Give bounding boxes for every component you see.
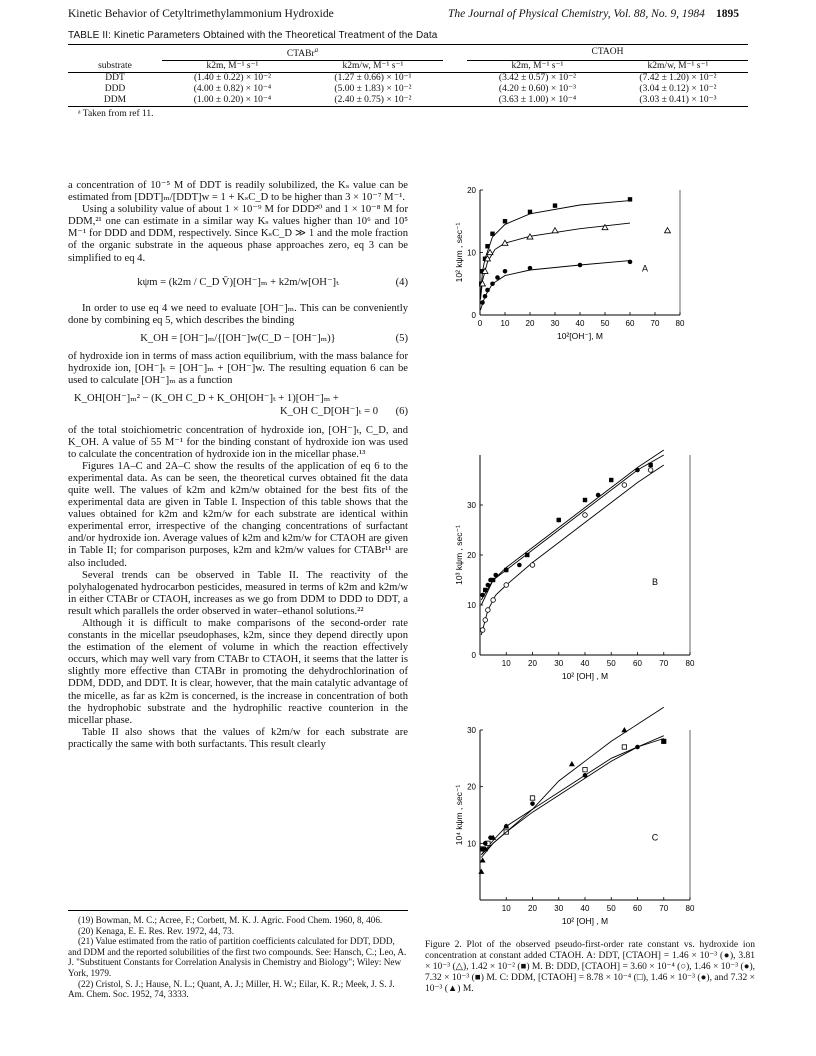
data-point xyxy=(557,518,561,522)
x-tick-label: 30 xyxy=(554,659,564,668)
data-point xyxy=(622,745,626,749)
data-point xyxy=(504,583,509,588)
x-tick-label: 10 xyxy=(501,659,511,668)
data-point xyxy=(530,563,535,568)
data-point xyxy=(553,203,557,207)
data-point xyxy=(491,598,496,603)
data-point xyxy=(528,210,532,214)
data-point xyxy=(622,483,627,488)
y-axis-label: 10² kψm , sec⁻¹ xyxy=(454,222,464,283)
y-tick-label: 10 xyxy=(467,248,476,258)
x-tick-label: 50 xyxy=(606,659,616,668)
data-point xyxy=(517,563,522,568)
header-k2mw: k2m/w, M⁻¹ s⁻¹ xyxy=(608,61,748,73)
data-point xyxy=(583,767,587,771)
data-point xyxy=(583,513,588,518)
data-point xyxy=(525,553,529,557)
x-tick-label: 40 xyxy=(575,319,585,328)
reference: (20) Kenaga, E. E. Res. Rev. 1972, 44, 73. xyxy=(78,925,235,936)
x-tick-label: 80 xyxy=(685,659,695,668)
data-point xyxy=(490,232,494,236)
x-tick-label: 70 xyxy=(659,659,669,668)
y-tick-label: 0 xyxy=(471,651,476,660)
x-tick-label: 20 xyxy=(528,659,537,668)
x-tick-label: 10 xyxy=(500,319,510,328)
paragraph: of the total stoichiometric concentration of hydroxide ion, [OH⁻]ₜ, C_D, and K_OH. A value of 55 M⁻¹ for the binding constant of hydroxide ion was used to calculate the concentration of hydroxide ion in the micellar phase.¹³ xyxy=(68,424,408,460)
data-point xyxy=(583,773,588,778)
references xyxy=(68,910,408,1000)
x-tick-label: 30 xyxy=(554,904,564,913)
x-tick-label: 50 xyxy=(606,904,616,913)
y-tick-label: 20 xyxy=(467,186,476,195)
figure-2 xyxy=(420,180,760,935)
fit-curve xyxy=(481,450,664,600)
data-point xyxy=(628,260,633,265)
data-point xyxy=(635,745,640,750)
paragraph: Using a solubility value of about 1 × 10⁻⁹ M for DDD²⁰ and 1 × 10⁻⁸ M for DDM,²¹ one can estimate in a similar way Kₛ values higher than 10⁶ and 10⁵ M⁻¹ for DDD and DDM, respectively. Since KₛC_D ≫ 1 and the mole fraction of the organic substrate in the aqueous phase approaches zero, eq 3 can be simplified to eq 4. xyxy=(68,204,408,264)
header-k2mw: k2m/w, M⁻¹ s⁻¹ xyxy=(303,61,443,73)
paragraph: Several trends can be observed in Table II. The reactivity of the polyhalogenated hydrocarbon pesticides, measured in terms of k2m and k2m/w in either CTABr or CTAOH, increases as we go from DDM to DDD to DDT, a result which parallels the order observed in water–ethanol solutions.²² xyxy=(68,569,408,617)
data-point xyxy=(661,739,666,744)
y-tick-label: 30 xyxy=(467,726,476,735)
x-tick-label: 60 xyxy=(633,659,642,668)
group-ctabr: CTABr$^a$ xyxy=(162,45,443,61)
fit-curve xyxy=(481,739,664,858)
x-tick-label: 20 xyxy=(525,319,535,328)
fit-curve xyxy=(481,465,664,635)
equation-6-line1: K_OH[OH⁻]ₘ² − (K_OH C_D + K_OH[OH⁻]ₜ + 1)[OH⁻]ₘ + xyxy=(74,393,339,405)
table-row: DDM (1.00 ± 0.20) × 10⁻⁴ (2.40 ± 0.75) × 10⁻² (3.63 ± 1.00) × 10⁻⁴ (3.03 ± 0.41) × 10⁻³ xyxy=(68,95,748,107)
x-tick-label: 40 xyxy=(580,659,590,668)
page-number: 1895 xyxy=(716,8,739,20)
data-point xyxy=(483,841,488,846)
table-row: DDT (1.40 ± 0.22) × 10⁻² (1.27 ± 0.66) × 10⁻¹ (3.42 ± 0.57) × 10⁻² (7.42 ± 1.20) × 10⁻² xyxy=(105,73,717,84)
equation-4: kψm = (k2m / C_D V̄)[OH⁻]ₘ + k2m/w[OH⁻]ₜ (4) xyxy=(137,276,408,288)
x-tick-label: 0 xyxy=(477,319,483,328)
data-point xyxy=(648,463,652,467)
paragraph: Table II also shows that the values of k2m/w for each substrate are practically the same with both surfactants. This result clearly xyxy=(68,726,408,750)
fit-curve xyxy=(481,736,664,855)
x-tick-label: 70 xyxy=(659,904,669,913)
data-point xyxy=(486,608,491,613)
data-point xyxy=(491,578,495,582)
data-point xyxy=(485,244,489,248)
x-tick-label: 30 xyxy=(550,319,560,328)
paragraph: a concentration of 10⁻⁵ M of DDT is readily solubilized, the Kₛ value can be estimated from [DDT]ₘ/[DDT]w = 1 + KₛC_D to be higher than 3 × 10⁻⁷ M⁻¹. xyxy=(68,180,408,204)
header-k2m: k2m, M⁻¹ s⁻¹ xyxy=(467,61,608,73)
data-point xyxy=(621,727,627,732)
y-axis-label: 10⁴ kψm , sec⁻¹ xyxy=(454,784,464,846)
data-point xyxy=(483,618,488,623)
data-point xyxy=(490,281,495,286)
reference: (21) Value estimated from the ratio of partition coefficients calculated for DDT, DDD, and DDM and the reported solubilities of the first two compounds. See: Hansch, C.; Leo, A. J. "Substituent Constants for Correlation Analysis in Chemistry and Biology"; Wiley: New York, 1979. xyxy=(68,936,407,978)
paragraph: In order to use eq 4 we need to evaluate [OH⁻]ₘ. This can be conveniently done by combining eq 5, which describes the binding xyxy=(68,302,408,326)
data-point xyxy=(495,275,500,280)
data-point xyxy=(483,294,488,299)
data-point xyxy=(609,478,613,482)
fit-curve xyxy=(481,201,631,297)
data-point xyxy=(528,266,533,271)
y-tick-label: 10 xyxy=(467,601,476,610)
x-tick-label: 80 xyxy=(675,319,685,328)
panel-label: B xyxy=(651,577,659,587)
equation-5: K_OH = [OH⁻]ₘ/{[OH⁻]w(C_D − [OH⁻]ₘ)} (5) xyxy=(140,332,408,344)
kinetic-table xyxy=(68,44,748,120)
data-point xyxy=(503,269,508,274)
body-text xyxy=(68,180,408,751)
data-point xyxy=(583,498,587,502)
x-tick-label: 70 xyxy=(650,319,660,328)
y-tick-label: 10 xyxy=(467,839,476,849)
paragraph: of hydroxide ion in terms of mass action equilibrium, with the mass balance for hydroxide ion, [OH⁻]ₜ = [OH⁻]ₘ + [OH⁻]w. The resulting equation 6 can be used to calculate [OH⁻]ₘ as a function xyxy=(68,351,408,387)
x-tick-label: 20 xyxy=(528,904,537,913)
x-axis-label: 10²[OH⁻], M xyxy=(556,331,604,341)
fit-curve xyxy=(481,223,631,299)
data-point xyxy=(504,824,509,829)
reference: (22) Cristol, S. J.; Hause, N. L.; Quant, A. J.; Miller, H. W.; Eilar, K. R.; Meek, J. S. J. Am. Chem. Soc. 1952, 74, 3333. xyxy=(68,978,395,1000)
data-point xyxy=(552,228,558,233)
x-tick-label: 80 xyxy=(685,904,695,913)
data-point xyxy=(478,869,484,874)
data-point xyxy=(504,568,508,572)
data-point xyxy=(480,300,485,305)
reference: (19) Bowman, M. C.; Acree, F.; Corbett, M. K. J. Agric. Food Chem. 1960, 8, 406. xyxy=(78,915,383,925)
table-row: DDD (4.00 ± 0.82) × 10⁻⁴ (5.00 ± 1.83) × 10⁻² (4.20 ± 0.60) × 10⁻³ (3.04 ± 0.12) × 10⁻² xyxy=(104,84,717,95)
data-point xyxy=(665,228,671,233)
data-point xyxy=(493,573,498,578)
y-tick-label: 20 xyxy=(467,551,476,560)
figure-caption: Figure 2. Plot of the observed pseudo-first-order rate constant vs. hydroxide ion concentration at constant added CTAOH. A: DDT, [CTAOH] = 1.46 × 10⁻³ (●), 3.81 × 10⁻³ (△), 1.42 × 10⁻² (■) M. B: DDD, [CTAOH] = 3.60 × 10⁻⁴ (○), 1.46 × 10⁻³ (●), 7.32 × 10⁻³ (■) M. C: DDM, [CTAOH] = 8.78 × 10⁻⁴ (□), 1.46 × 10⁻³ (●), and 7.32 × 10⁻³ (▲) M. xyxy=(425,940,755,994)
data-point xyxy=(480,847,485,852)
x-tick-label: 10 xyxy=(501,904,511,913)
running-header-left: Kinetic Behavior of Cetyltrimethylammonium Hydroxide xyxy=(68,8,334,20)
x-axis-label: 10² [OH] , M xyxy=(561,671,609,681)
data-point xyxy=(480,628,485,633)
header-substrate: substrate xyxy=(98,60,132,71)
x-tick-label: 60 xyxy=(633,904,642,913)
data-point xyxy=(485,288,490,293)
data-point xyxy=(483,588,487,592)
panel-label: C xyxy=(651,832,659,843)
group-ctaoh: CTAOH xyxy=(467,45,748,61)
fit-curve xyxy=(481,261,631,310)
data-point xyxy=(569,761,575,766)
table-footnote: ᵃ Taken from ref 11. xyxy=(78,109,154,120)
data-point xyxy=(488,835,493,840)
data-point xyxy=(578,263,583,268)
data-point xyxy=(530,801,535,806)
panel-label: A xyxy=(641,263,649,274)
x-tick-label: 60 xyxy=(625,319,635,328)
data-point xyxy=(648,468,653,473)
header-k2m: k2m, M⁻¹ s⁻¹ xyxy=(162,61,303,73)
x-tick-label: 40 xyxy=(580,904,590,913)
data-point xyxy=(503,219,507,223)
paragraph: Figures 1A–C and 2A–C show the results of the application of eq 6 to the experimental data. As can be seen, the theoretical curves obtained fit the data quite well. The values of k2m and k2m/w obtained for the best fits of the experimental data are given in Table I. Inspection of this table shows that the values obtained for k2m and k2m/w for each substrate are identical within experimental error, irrespective of the changing concentrations of surfactant and/or hydroxide ion. Average values of k2m and k2m/w for CTAOH are given in Table II; for comparison purposes, k2m and k2m/w values for CTABr¹¹ are also included. xyxy=(68,460,408,569)
y-tick-label: 20 xyxy=(467,782,476,792)
running-header-journal: The Journal of Physical Chemistry, Vol. 88, No. 9, 1984 xyxy=(448,8,705,20)
data-point xyxy=(530,796,534,800)
equation-6-line2: K_OH C_D[OH⁻]ₜ = 0 (6) xyxy=(279,406,408,418)
y-tick-label: 0 xyxy=(471,311,476,320)
x-axis-label: 10² [OH] , M xyxy=(561,916,609,926)
data-point xyxy=(480,857,486,862)
data-point xyxy=(628,197,632,201)
paragraph: Although it is difficult to make comparisons of the second-order rate constants in the micellar pseudophases, k2m, since they depend directly upon the estimation of the element of volume in which the reaction effectively occurs, which may well vary from CTABr to CTAOH, it seems that the latter is slightly more effective than CTABr in promoting the dehydrochlorination of DDM, DDD, and DDT. It is clear, however, that the main catalytic advantage of the micelle, as far as k2m is concerned, is the increase in concentration of both the hydrophobic substrate and the hydrophilic reactive counterion in the micellar phase. xyxy=(68,618,408,726)
y-axis-label: 10³ kψm , sec⁻¹ xyxy=(454,525,464,585)
table-caption: TABLE II: Kinetic Parameters Obtained with the Theoretical Treatment of the Data xyxy=(68,30,438,41)
y-tick-label: 30 xyxy=(467,501,476,510)
x-tick-label: 50 xyxy=(600,319,610,328)
